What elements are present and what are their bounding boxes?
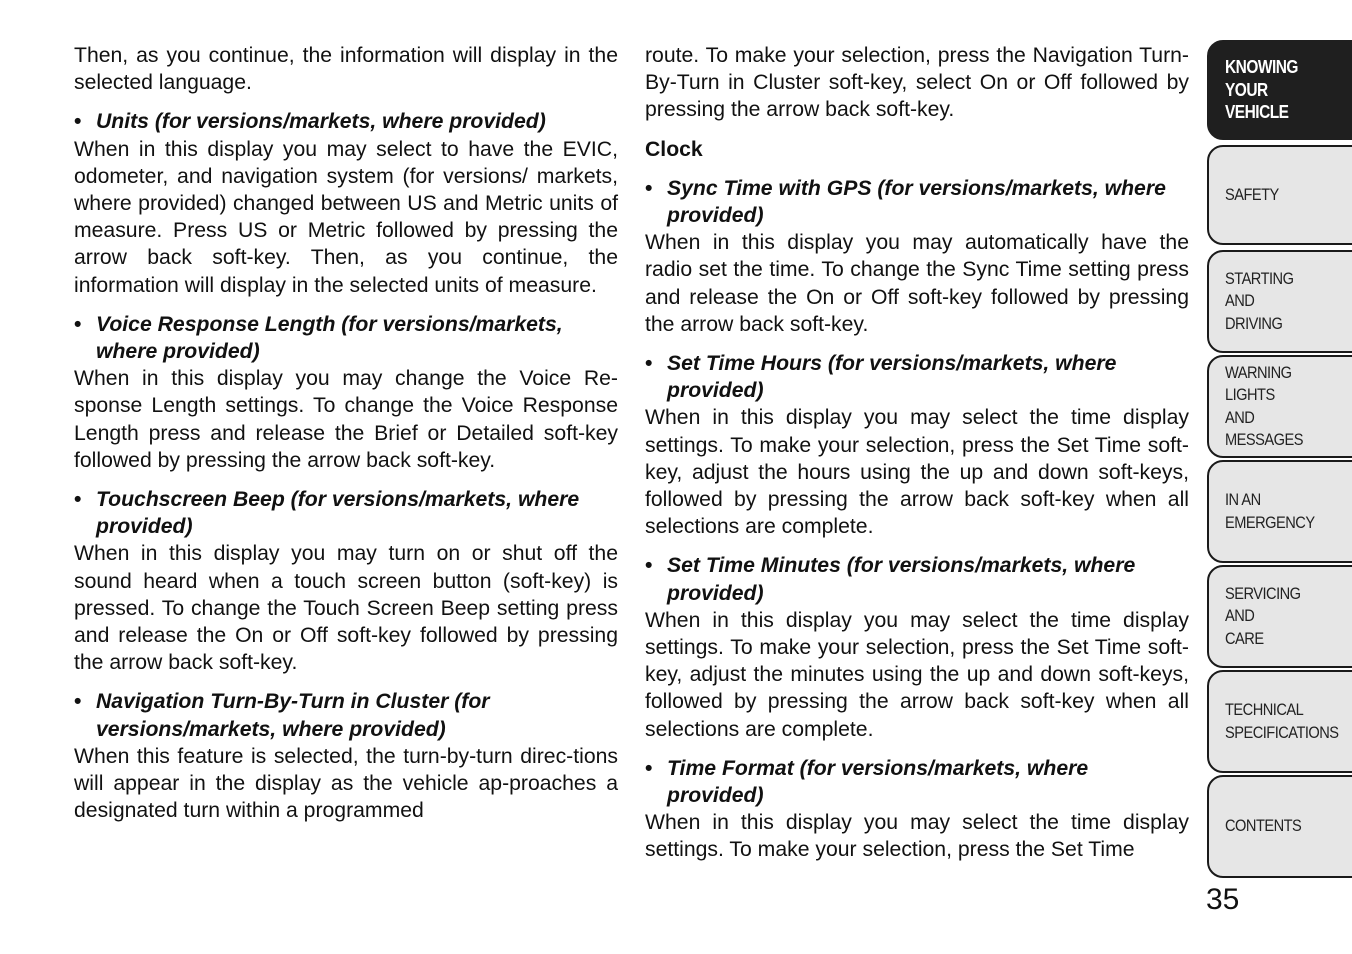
minutes-body: When in this display you may select the time display settings. To make your selection, press the Set Time soft-key, adjust the minutes using the up and down soft-keys, followed by pressing the arrow back soft-key when all selections are complete.	[645, 608, 1189, 741]
left-column	[74, 42, 618, 836]
bullet-icon: •	[645, 554, 653, 578]
minutes-heading-text: Set Time Minutes (for versions/markets, where provided)	[667, 554, 1136, 605]
sync-body: When in this display you may automatically have the radio set the time. To change the Sync Time setting press and release the On or Off soft-key followed by pressing the arrow back soft-key.	[645, 231, 1189, 336]
tab-label: KNOWING YOUR VEHICLE	[1225, 57, 1298, 123]
tab-contents[interactable]	[1207, 775, 1352, 878]
units-heading-text: Units (for versions/markets, where provided)	[96, 110, 546, 134]
format-heading	[645, 755, 1189, 809]
beep-body: When in this display you may turn on or shut off the sound heard when a touch screen button (soft-key) is pressed. To change the Touch Screen Beep setting press and release the On or Off soft-key followed by pressing the arrow back soft-key.	[74, 542, 618, 675]
sync-heading	[645, 175, 1189, 229]
bullet-icon: •	[74, 110, 82, 134]
tab-label: CONTENTS	[1225, 816, 1302, 836]
tab-label: STARTING AND DRIVING	[1225, 268, 1294, 333]
units-body: When in this display you may select to have the EVIC, odometer, and navigation system (for versions/ markets, where provided) changed between US and Metric units of measure. Press US or Metric followed by pressing the arrow back soft-key. Then, as you continue, the information will display in the selected units of measure.	[74, 137, 618, 297]
bullet-icon: •	[74, 690, 82, 714]
voice-heading-text: Voice Response Length (for versions/markets, where provided)	[96, 312, 563, 364]
beep-heading-text: Touchscreen Beep (for versions/markets, where provided)	[96, 488, 580, 539]
hours-heading-text: Set Time Hours (for versions/markets, where provided)	[667, 352, 1117, 403]
bullet-icon: •	[74, 312, 82, 336]
hours-heading	[645, 350, 1189, 404]
nav-heading	[74, 688, 618, 742]
voice-body: When in this display you may change the Voice Re-sponse Length settings. To change the Voice Response Length press and release the Brief or Detailed soft-key followed by pressing the arrow back soft-key.	[74, 367, 618, 472]
format-heading-text: Time Format (for versions/markets, where provided)	[667, 756, 1089, 808]
nav-body: When this feature is selected, the turn-by-turn direc-tions will appear in the display as the vehicle ap-proaches a designated turn within a programmed	[74, 744, 618, 823]
hours-body: When in this display you may select the time display settings. To make your selection, press the Set Time soft-key, adjust the hours using the up and down soft-keys, followed by pressing the arrow back soft-key when all selections are complete.	[645, 406, 1189, 539]
nav-continued: route. To make your selection, press the Navigation Turn-By-Turn in Cluster soft-key, select On or Off followed by pressing the arrow back soft-key.	[645, 44, 1189, 122]
tab-label: SERVICING AND CARE	[1225, 583, 1301, 648]
sync-heading-text: Sync Time with GPS (for versions/markets, where provided)	[667, 176, 1166, 228]
bullet-icon: •	[645, 352, 653, 376]
bullet-icon: •	[645, 176, 653, 200]
tab-safety[interactable]	[1207, 145, 1352, 245]
tab-starting-and-driving[interactable]	[1207, 250, 1352, 353]
tab-in-an-emergency[interactable]	[1207, 460, 1352, 563]
tab-label: SAFETY	[1225, 184, 1279, 204]
tab-label: TECHNICAL SPECIFICATIONS	[1225, 700, 1339, 742]
minutes-heading	[645, 552, 1189, 606]
voice-heading	[74, 311, 618, 365]
beep-heading	[74, 486, 618, 540]
nav-heading-text: Navigation Turn-By-Turn in Cluster (for versions/markets, where provided)	[96, 690, 490, 741]
units-heading	[74, 108, 618, 135]
tab-warning-lights-and-messages[interactable]	[1207, 355, 1352, 458]
page-number: 35	[1206, 883, 1240, 916]
format-body: When in this display you may select the time display settings. To make your selection, press the Set Time	[645, 811, 1189, 862]
intro-paragraph: Then, as you continue, the information will display in the selected language.	[74, 44, 618, 95]
tab-technical-specifications[interactable]	[1207, 670, 1352, 773]
tab-knowing-your-vehicle[interactable]	[1207, 40, 1352, 140]
right-column	[645, 42, 1189, 876]
tab-label: WARNING LIGHTS AND MESSAGES	[1225, 362, 1303, 449]
tab-label: IN AN EMERGENCY	[1225, 490, 1315, 532]
bullet-icon: •	[645, 756, 653, 780]
section-tabs	[1207, 40, 1352, 880]
tab-servicing-and-care[interactable]	[1207, 565, 1352, 668]
clock-heading: Clock	[645, 137, 703, 161]
bullet-icon: •	[74, 488, 82, 512]
